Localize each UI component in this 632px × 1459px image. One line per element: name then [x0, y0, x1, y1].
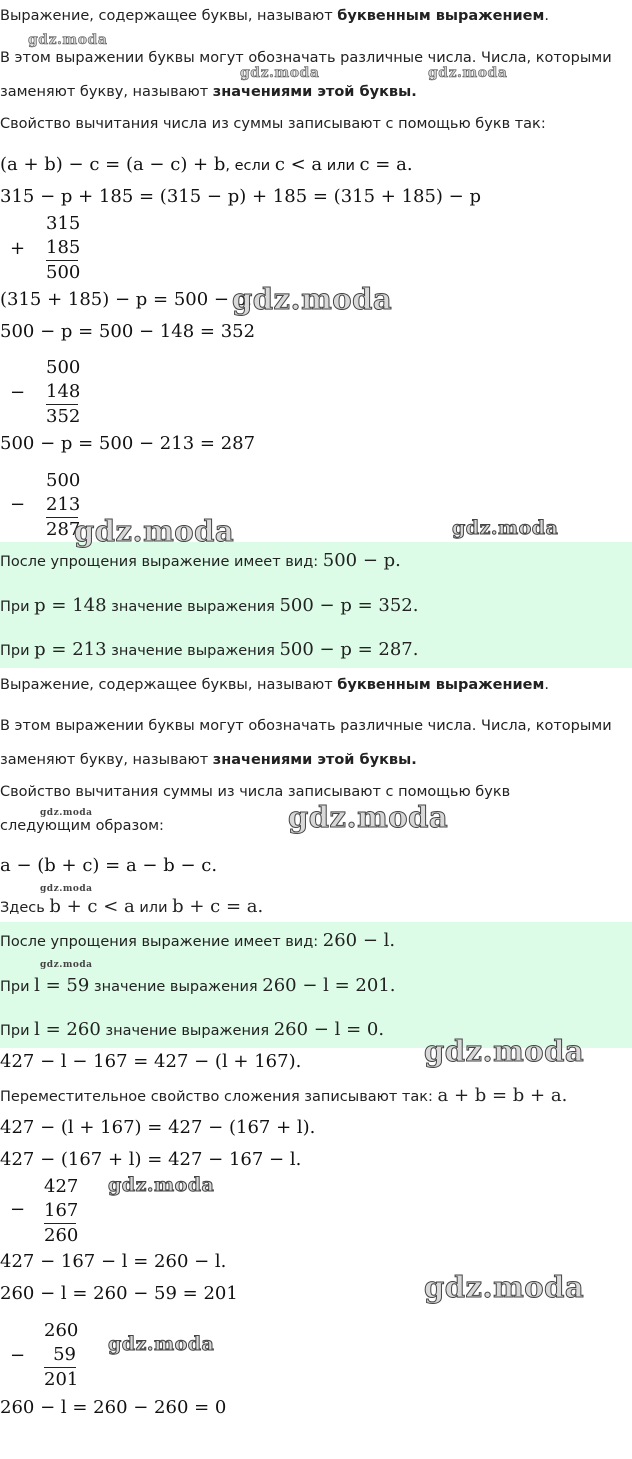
values-text-line2: заменяют букву, называют значениями этой буквы.	[0, 84, 417, 100]
column-operator: −	[10, 1345, 26, 1366]
equation-line: 260 − l = 260 − 59 = 201	[0, 1283, 238, 1304]
column-top: 500	[46, 470, 81, 491]
watermark: gdz.moda	[288, 800, 449, 834]
watermark: gdz.moda	[240, 65, 320, 81]
watermark: gdz.moda	[452, 517, 559, 539]
watermark: gdz.moda	[28, 32, 108, 48]
column-operator: +	[10, 238, 26, 259]
column-top: 260	[44, 1320, 79, 1341]
values-text-line2: заменяют букву, называют значениями этой буквы.	[0, 752, 417, 768]
answer-value-59: При l = 59 значение выражения 260 − l = 201.	[0, 975, 396, 996]
property-text-line1: Свойство вычитания суммы из числа записывают с помощью букв	[0, 784, 511, 800]
watermark: gdz.moda	[108, 1333, 215, 1355]
column-subtraction	[44, 1175, 79, 1248]
watermark: gdz.moda	[74, 514, 235, 548]
equation-line: 315 − p + 185 = (315 − p) + 185 = (315 + 185) − p	[0, 186, 481, 207]
equation-line: 500 − p = 500 − 148 = 352	[0, 321, 256, 342]
answer-simplified: После упрощения выражение имеет вид: 500 − p.	[0, 550, 401, 571]
equation-line: 260 − l = 260 − 260 = 0	[0, 1397, 227, 1418]
column-bottom: 167	[44, 1199, 76, 1224]
column-result: 352	[46, 406, 81, 427]
watermark: gdz.moda	[108, 1174, 215, 1196]
equation-line: (315 + 185) − p = 500 − p.	[0, 289, 252, 310]
formula-subtraction-from-sum: (a + b) − c = (a − c) + b, если c < a или c = a.	[0, 154, 413, 175]
column-addition	[46, 212, 81, 285]
column-result: 260	[44, 1225, 79, 1246]
equation-line: 427 − l − 167 = 427 − (l + 167).	[0, 1051, 302, 1072]
condition-line: Здесь b + c < a или b + c = a.	[0, 896, 264, 917]
column-bottom: 59	[44, 1343, 76, 1368]
column-result: 500	[46, 262, 81, 283]
column-top: 315	[46, 213, 81, 234]
watermark: gdz.moda	[232, 282, 393, 316]
column-result: 287	[46, 519, 81, 540]
values-text-line1: В этом выражении буквы могут обозначать различные числа. Числа, которыми	[0, 50, 612, 66]
equation-line: 427 − (l + 167) = 427 − (167 + l).	[0, 1117, 316, 1138]
column-operator: −	[10, 382, 26, 403]
answer-simplified: После упрощения выражение имеет вид: 260 − l.	[0, 930, 396, 951]
definition-text: Выражение, содержащее буквы, называют буквенным выражением.	[0, 8, 549, 24]
watermark: gdz.moda	[424, 1270, 585, 1304]
column-result: 201	[44, 1369, 79, 1390]
equation-line: 500 − p = 500 − 213 = 287	[0, 433, 256, 454]
property-text-line2: следующим образом:	[0, 818, 164, 834]
column-top: 500	[46, 357, 81, 378]
watermark: gdz.moda	[40, 960, 93, 970]
column-bottom: 148	[46, 380, 78, 405]
watermark: gdz.moda	[424, 1034, 585, 1068]
property-text: Свойство вычитания числа из суммы записывают с помощью букв так:	[0, 116, 546, 132]
equation-line: 427 − (167 + l) = 427 − 167 − l.	[0, 1149, 302, 1170]
column-bottom: 213	[46, 493, 78, 518]
answer-value-260: При l = 260 значение выражения 260 − l = 0.	[0, 1019, 385, 1040]
answer-value-148: При p = 148 значение выражения 500 − p = 352.	[0, 595, 419, 616]
watermark: gdz.moda	[40, 808, 93, 818]
column-top: 427	[44, 1176, 79, 1197]
watermark: gdz.moda	[428, 65, 508, 81]
formula-subtraction-of-sum: a − (b + c) = a − b − c.	[0, 855, 218, 876]
commutative-text: Переместительное свойство сложения записывают так: a + b = b + a.	[0, 1085, 568, 1106]
watermark: gdz.moda	[40, 884, 93, 894]
column-operator: −	[10, 494, 26, 515]
equation-line: 427 − 167 − l = 260 − l.	[0, 1251, 227, 1272]
column-subtraction	[44, 1319, 79, 1392]
values-text-line1: В этом выражении буквы могут обозначать различные числа. Числа, которыми	[0, 718, 612, 734]
definition-text: Выражение, содержащее буквы, называют буквенным выражением.	[0, 677, 549, 693]
column-subtraction	[46, 356, 81, 429]
column-operator: −	[10, 1199, 26, 1220]
answer-value-213: При p = 213 значение выражения 500 − p = 287.	[0, 639, 419, 660]
column-bottom: 185	[46, 236, 78, 261]
